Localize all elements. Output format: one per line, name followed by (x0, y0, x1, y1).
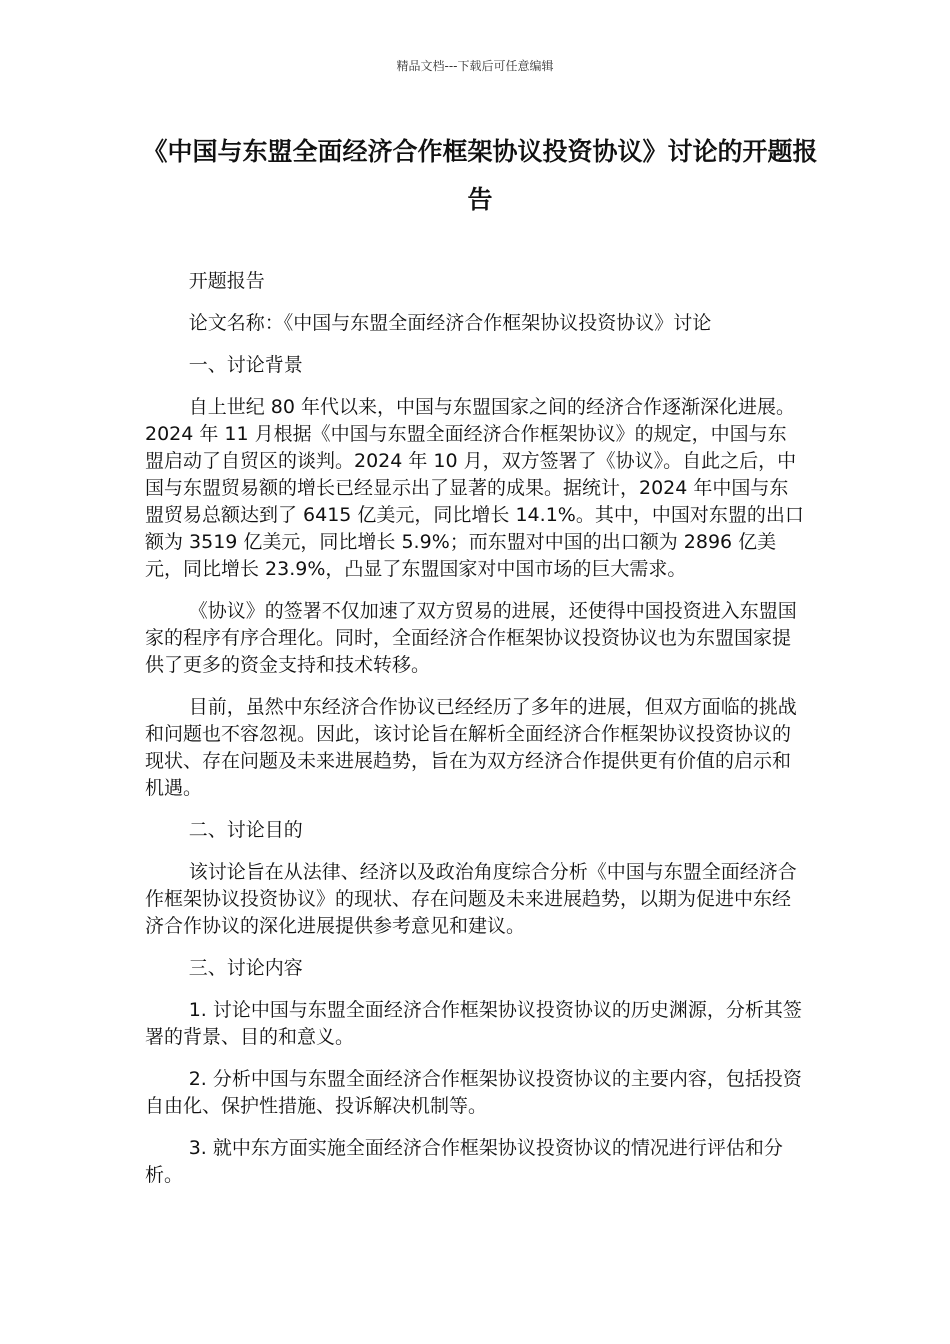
section-label: 开题报告 (188, 270, 265, 292)
thesis-title-line: 论文名称：《中国与东盟全面经济合作框架协议投资协议》讨论 (188, 312, 712, 334)
paragraph-background-1: 自上世纪 80 年代以来，中国与东盟国家之间的经济合作逐渐深化进展。2024 年 11 月根据《中国与东盟全面经济合作框架协议》的规定，中国与东盟启动了自贸区的谈判。2024 年 10 月，双方签署了《协议》。自此之后，中国与东盟贸易额的增长已经显示出了显著的成果。据统计，2024 年中国与东盟贸易总额达到了 6415 亿美元，同比增长 14.1%。其中，中国对东盟的出口额为 3519 亿美元，同比增长 5.9%；而东盟对中国的出口额为 2896 亿美元，同比增长 23.9%，凸显了东盟国家对中国市场的巨大需求。 (145, 396, 804, 580)
section-heading-background: 一、讨论背景 (188, 354, 303, 376)
section-heading-purpose: 二、讨论目的 (188, 819, 303, 841)
paragraph-background-2: 《协议》的签署不仅加速了双方贸易的进展，还使得中国投资进入东盟国家的程序有序合理化。同时，全面经济合作框架协议投资协议也为东盟国家提供了更多的资金支持和技术转移。 (145, 600, 797, 676)
document-title: 《中国与东盟全面经济合作框架协议投资协议》讨论的开题报告 (142, 137, 818, 214)
document-body (145, 268, 805, 1204)
paragraph-purpose: 该讨论旨在从法律、经济以及政治角度综合分析《中国与东盟全面经济合作框架协议投资协议》的现状、存在问题及未来进展趋势，以期为促进中东经济合作协议的深化进展提供参考意见和建议。 (145, 861, 797, 937)
content-item-2: 2. 分析中国与东盟全面经济合作框架协议投资协议的主要内容，包括投资自由化、保护性措施、投诉解决机制等。 (145, 1068, 802, 1117)
header-note: 精品文档---下载后可任意编辑 (396, 59, 554, 73)
content-item-3: 3. 就中东方面实施全面经济合作框架协议投资协议的情况进行评估和分析。 (145, 1137, 783, 1186)
section-heading-content: 三、讨论内容 (188, 957, 303, 979)
paragraph-background-3: 目前，虽然中东经济合作协议已经经历了多年的进展，但双方面临的挑战和问题也不容忽视。因此，该讨论旨在解析全面经济合作框架协议投资协议的现状、存在问题及未来进展趋势，旨在为双方经济合作提供更有价值的启示和机遇。 (145, 696, 797, 799)
content-item-1: 1. 讨论中国与东盟全面经济合作框架协议投资协议的历史渊源，分析其签署的背景、目的和意义。 (145, 999, 802, 1048)
